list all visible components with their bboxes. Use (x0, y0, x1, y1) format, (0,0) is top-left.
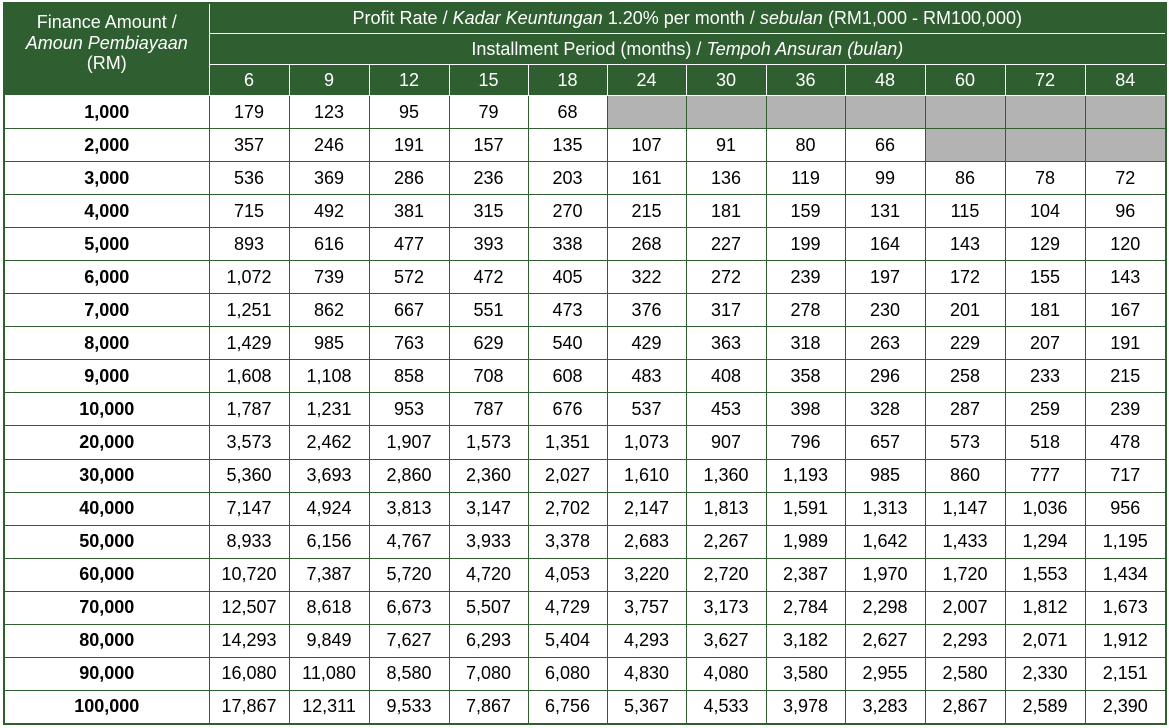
installment-cell: 739 (289, 261, 369, 294)
installment-cell: 369 (289, 162, 369, 195)
installment-cell: 363 (686, 327, 766, 360)
installment-cell: 1,970 (845, 558, 925, 591)
period-header-cell: 30 (686, 65, 766, 96)
installment-cell: 1,073 (607, 426, 686, 459)
empty-cell (1005, 129, 1085, 162)
installment-cell: 3,220 (607, 558, 686, 591)
installment-cell: 120 (1085, 228, 1165, 261)
finance-amount-cell: 60,000 (5, 558, 209, 591)
profit-rate-malay: Kadar Keuntungan (452, 8, 603, 29)
installment-cell: 2,390 (1085, 690, 1165, 723)
installment-cell: 268 (607, 228, 686, 261)
installment-cell: 2,147 (607, 492, 686, 525)
installment-cell: 492 (289, 195, 369, 228)
installment-cell: 155 (1005, 261, 1085, 294)
empty-cell (686, 96, 766, 129)
installment-cell: 107 (607, 129, 686, 162)
installment-cell: 239 (766, 261, 845, 294)
installment-cell: 1,036 (1005, 492, 1085, 525)
installment-cell: 4,533 (686, 690, 766, 723)
installment-cell: 985 (289, 327, 369, 360)
table-row (5, 525, 1165, 558)
installment-cell: 143 (925, 228, 1005, 261)
installment-cell: 3,627 (686, 624, 766, 657)
installment-cell: 3,378 (528, 525, 607, 558)
installment-cell: 2,071 (1005, 624, 1085, 657)
installment-cell: 78 (1005, 162, 1085, 195)
installment-cell: 227 (686, 228, 766, 261)
finance-amount-cell: 40,000 (5, 492, 209, 525)
installment-cell: 181 (1005, 294, 1085, 327)
installment-cell: 858 (369, 360, 449, 393)
empty-cell (766, 96, 845, 129)
table-row (5, 228, 1165, 261)
profit-rate-prefix: Profit Rate / (352, 8, 448, 29)
period-header-cell: 84 (1085, 65, 1165, 96)
table-row (5, 393, 1165, 426)
installment-cell: 197 (845, 261, 925, 294)
period-header-cell: 36 (766, 65, 845, 96)
installment-cell: 167 (1085, 294, 1165, 327)
installment-cell: 787 (449, 393, 528, 426)
installment-cell: 96 (1085, 195, 1165, 228)
installment-cell: 5,720 (369, 558, 449, 591)
installment-cell: 537 (607, 393, 686, 426)
finance-amount-unit: (RM) (86, 53, 127, 74)
installment-cell: 191 (1085, 327, 1165, 360)
installment-cell: 99 (845, 162, 925, 195)
profit-rate-per-month-malay: sebulan (759, 8, 823, 29)
installment-cell: 1,351 (528, 426, 607, 459)
installment-cell: 79 (449, 96, 528, 129)
installment-cell: 2,720 (686, 558, 766, 591)
installment-cell: 667 (369, 294, 449, 327)
installment-cell: 715 (209, 195, 289, 228)
installment-cell: 657 (845, 426, 925, 459)
installment-cell: 1,573 (449, 426, 528, 459)
installment-cell: 2,027 (528, 459, 607, 492)
installment-cell: 1,787 (209, 393, 289, 426)
table-row (5, 624, 1165, 657)
installment-cell: 2,589 (1005, 690, 1085, 723)
installment-cell: 3,757 (607, 591, 686, 624)
installment-cell: 1,989 (766, 525, 845, 558)
installment-cell: 215 (607, 195, 686, 228)
installment-cell: 143 (1085, 261, 1165, 294)
installment-cell: 708 (449, 360, 528, 393)
finance-amount-label: Finance Amount / (36, 12, 177, 32)
installment-cell: 236 (449, 162, 528, 195)
installment-cell: 1,147 (925, 492, 1005, 525)
table-row (5, 261, 1165, 294)
installment-cell: 4,729 (528, 591, 607, 624)
installment-cell: 629 (449, 327, 528, 360)
installment-cell: 3,693 (289, 459, 369, 492)
installment-cell: 7,080 (449, 657, 528, 690)
installment-cell: 68 (528, 96, 607, 129)
installment-cell: 338 (528, 228, 607, 261)
installment-cell: 12,507 (209, 591, 289, 624)
installment-cell: 8,618 (289, 591, 369, 624)
installment-cell: 215 (1085, 360, 1165, 393)
table-row (5, 195, 1165, 228)
period-header-cell: 9 (289, 65, 369, 96)
installment-cell: 8,933 (209, 525, 289, 558)
installment-cell: 91 (686, 129, 766, 162)
installment-cell: 953 (369, 393, 449, 426)
installment-cell: 473 (528, 294, 607, 327)
installment-table (5, 4, 1165, 723)
table-row (5, 459, 1165, 492)
installment-cell: 1,907 (369, 426, 449, 459)
installment-cell: 278 (766, 294, 845, 327)
installment-cell: 477 (369, 228, 449, 261)
installment-cell: 8,580 (369, 657, 449, 690)
installment-cell: 2,267 (686, 525, 766, 558)
installment-cell: 201 (925, 294, 1005, 327)
table-row (5, 129, 1165, 162)
installment-cell: 172 (925, 261, 1005, 294)
installment-cell: 17,867 (209, 690, 289, 723)
installment-cell: 66 (845, 129, 925, 162)
installment-cell: 5,507 (449, 591, 528, 624)
installment-cell: 129 (1005, 228, 1085, 261)
installment-cell: 80 (766, 129, 845, 162)
installment-period-header (209, 34, 1165, 65)
period-header-cell: 18 (528, 65, 607, 96)
installment-period-label-malay: Tempoh Ansuran (bulan) (706, 38, 904, 59)
installment-cell: 2,462 (289, 426, 369, 459)
installment-cell: 860 (925, 459, 1005, 492)
installment-cell: 86 (925, 162, 1005, 195)
installment-cell: 5,360 (209, 459, 289, 492)
installment-cell: 393 (449, 228, 528, 261)
installment-cell: 429 (607, 327, 686, 360)
period-header-cell: 24 (607, 65, 686, 96)
installment-cell: 1,313 (845, 492, 925, 525)
installment-cell: 322 (607, 261, 686, 294)
profit-rate-value: 1.20% per month / (607, 8, 755, 29)
installment-cell: 2,387 (766, 558, 845, 591)
installment-cell: 3,933 (449, 525, 528, 558)
installment-cell: 5,404 (528, 624, 607, 657)
installment-cell: 207 (1005, 327, 1085, 360)
installment-cell: 1,360 (686, 459, 766, 492)
installment-cell: 616 (289, 228, 369, 261)
finance-amount-cell: 100,000 (5, 690, 209, 723)
installment-cell: 115 (925, 195, 1005, 228)
installment-cell: 239 (1085, 393, 1165, 426)
installment-cell: 246 (289, 129, 369, 162)
installment-cell: 6,673 (369, 591, 449, 624)
installment-cell: 6,293 (449, 624, 528, 657)
installment-cell: 4,767 (369, 525, 449, 558)
installment-cell: 2,867 (925, 690, 1005, 723)
installment-cell: 259 (1005, 393, 1085, 426)
installment-cell: 536 (209, 162, 289, 195)
installment-cell: 2,627 (845, 624, 925, 657)
installment-cell: 296 (845, 360, 925, 393)
installment-cell: 9,533 (369, 690, 449, 723)
table-row (5, 558, 1165, 591)
installment-cell: 5,367 (607, 690, 686, 723)
installment-cell: 1,912 (1085, 624, 1165, 657)
installment-cell: 135 (528, 129, 607, 162)
finance-amount-cell: 3,000 (5, 162, 209, 195)
installment-cell: 2,683 (607, 525, 686, 558)
installment-cell: 7,147 (209, 492, 289, 525)
installment-cell: 230 (845, 294, 925, 327)
installment-cell: 2,330 (1005, 657, 1085, 690)
finance-amount-cell: 6,000 (5, 261, 209, 294)
installment-cell: 376 (607, 294, 686, 327)
installment-cell: 3,978 (766, 690, 845, 723)
installment-cell: 472 (449, 261, 528, 294)
installment-cell: 573 (925, 426, 1005, 459)
profit-rate-range: (RM1,000 - RM100,000) (827, 8, 1023, 29)
table-row (5, 327, 1165, 360)
period-header-cell: 60 (925, 65, 1005, 96)
finance-amount-cell: 20,000 (5, 426, 209, 459)
installment-cell: 229 (925, 327, 1005, 360)
installment-cell: 2,293 (925, 624, 1005, 657)
table-row (5, 690, 1165, 723)
empty-cell (1085, 96, 1165, 129)
installment-cell: 233 (1005, 360, 1085, 393)
installment-cell: 11,080 (289, 657, 369, 690)
installment-cell: 287 (925, 393, 1005, 426)
installment-cell: 10,720 (209, 558, 289, 591)
installment-cell: 1,434 (1085, 558, 1165, 591)
installment-cell: 3,182 (766, 624, 845, 657)
installment-cell: 4,720 (449, 558, 528, 591)
installment-cell: 14,293 (209, 624, 289, 657)
installment-cell: 123 (289, 96, 369, 129)
period-header-cell: 12 (369, 65, 449, 96)
period-header-cell: 48 (845, 65, 925, 96)
installment-cell: 286 (369, 162, 449, 195)
installment-period-label: Installment Period (months) / (471, 38, 702, 59)
installment-cell: 3,283 (845, 690, 925, 723)
installment-cell: 95 (369, 96, 449, 129)
installment-cell: 676 (528, 393, 607, 426)
installment-cell: 16,080 (209, 657, 289, 690)
table-row (5, 360, 1165, 393)
installment-cell: 381 (369, 195, 449, 228)
installment-cell: 357 (209, 129, 289, 162)
installment-cell: 1,813 (686, 492, 766, 525)
installment-cell: 398 (766, 393, 845, 426)
installment-table-frame (3, 2, 1167, 725)
installment-cell: 4,830 (607, 657, 686, 690)
installment-cell: 551 (449, 294, 528, 327)
installment-cell: 258 (925, 360, 1005, 393)
table-row (5, 162, 1165, 195)
installment-cell: 4,924 (289, 492, 369, 525)
finance-amount-cell: 2,000 (5, 129, 209, 162)
installment-cell: 2,580 (925, 657, 1005, 690)
installment-cell: 3,573 (209, 426, 289, 459)
installment-cell: 572 (369, 261, 449, 294)
finance-amount-cell: 30,000 (5, 459, 209, 492)
table-row (5, 294, 1165, 327)
installment-cell: 2,007 (925, 591, 1005, 624)
finance-amount-cell: 1,000 (5, 96, 209, 129)
table-row (5, 426, 1165, 459)
installment-cell: 1,720 (925, 558, 1005, 591)
installment-cell: 4,080 (686, 657, 766, 690)
installment-cell: 159 (766, 195, 845, 228)
profit-rate-header (209, 4, 1165, 34)
installment-cell: 157 (449, 129, 528, 162)
finance-amount-cell: 90,000 (5, 657, 209, 690)
finance-amount-cell: 70,000 (5, 591, 209, 624)
installment-cell: 3,173 (686, 591, 766, 624)
installment-cell: 1,193 (766, 459, 845, 492)
installment-cell: 1,108 (289, 360, 369, 393)
installment-cell: 199 (766, 228, 845, 261)
installment-cell: 608 (528, 360, 607, 393)
installment-cell: 72 (1085, 162, 1165, 195)
installment-cell: 270 (528, 195, 607, 228)
installment-cell: 408 (686, 360, 766, 393)
installment-cell: 1,294 (1005, 525, 1085, 558)
installment-cell: 3,147 (449, 492, 528, 525)
installment-cell: 2,298 (845, 591, 925, 624)
installment-cell: 191 (369, 129, 449, 162)
installment-cell: 518 (1005, 426, 1085, 459)
period-header-cell: 15 (449, 65, 528, 96)
installment-cell: 6,756 (528, 690, 607, 723)
installment-cell: 1,812 (1005, 591, 1085, 624)
empty-cell (925, 96, 1005, 129)
installment-cell: 2,151 (1085, 657, 1165, 690)
installment-cell: 7,387 (289, 558, 369, 591)
finance-amount-cell: 8,000 (5, 327, 209, 360)
table-row (5, 96, 1165, 129)
installment-cell: 263 (845, 327, 925, 360)
installment-cell: 1,429 (209, 327, 289, 360)
installment-cell: 181 (686, 195, 766, 228)
installment-cell: 405 (528, 261, 607, 294)
empty-cell (925, 129, 1005, 162)
installment-cell: 453 (686, 393, 766, 426)
finance-amount-cell: 50,000 (5, 525, 209, 558)
installment-cell: 328 (845, 393, 925, 426)
installment-cell: 203 (528, 162, 607, 195)
table-row (5, 591, 1165, 624)
installment-cell: 318 (766, 327, 845, 360)
installment-cell: 540 (528, 327, 607, 360)
table-row (5, 657, 1165, 690)
installment-cell: 12,311 (289, 690, 369, 723)
table-row (5, 492, 1165, 525)
installment-cell: 777 (1005, 459, 1085, 492)
installment-cell: 317 (686, 294, 766, 327)
installment-cell: 3,580 (766, 657, 845, 690)
installment-cell: 2,784 (766, 591, 845, 624)
empty-cell (607, 96, 686, 129)
installment-cell: 131 (845, 195, 925, 228)
period-header-cell: 72 (1005, 65, 1085, 96)
table-body (5, 96, 1165, 724)
finance-amount-header (5, 4, 209, 96)
installment-cell: 7,867 (449, 690, 528, 723)
installment-cell: 164 (845, 228, 925, 261)
installment-cell: 1,591 (766, 492, 845, 525)
installment-cell: 6,156 (289, 525, 369, 558)
installment-cell: 4,293 (607, 624, 686, 657)
installment-cell: 119 (766, 162, 845, 195)
installment-cell: 893 (209, 228, 289, 261)
installment-cell: 6,080 (528, 657, 607, 690)
installment-cell: 956 (1085, 492, 1165, 525)
installment-cell: 9,849 (289, 624, 369, 657)
installment-cell: 1,642 (845, 525, 925, 558)
finance-amount-cell: 9,000 (5, 360, 209, 393)
installment-cell: 1,553 (1005, 558, 1085, 591)
finance-amount-cell: 4,000 (5, 195, 209, 228)
finance-amount-cell: 10,000 (5, 393, 209, 426)
empty-cell (1005, 96, 1085, 129)
installment-cell: 478 (1085, 426, 1165, 459)
installment-cell: 1,433 (925, 525, 1005, 558)
installment-cell: 358 (766, 360, 845, 393)
installment-cell: 2,955 (845, 657, 925, 690)
table-header (5, 4, 1165, 96)
installment-cell: 179 (209, 96, 289, 129)
installment-cell: 1,608 (209, 360, 289, 393)
finance-amount-label-malay: Amoun Pembiayaan (25, 32, 188, 53)
installment-cell: 1,072 (209, 261, 289, 294)
installment-cell: 2,360 (449, 459, 528, 492)
finance-amount-cell: 7,000 (5, 294, 209, 327)
installment-cell: 7,627 (369, 624, 449, 657)
installment-cell: 907 (686, 426, 766, 459)
installment-cell: 862 (289, 294, 369, 327)
installment-cell: 717 (1085, 459, 1165, 492)
installment-cell: 2,702 (528, 492, 607, 525)
installment-cell: 3,813 (369, 492, 449, 525)
installment-cell: 1,251 (209, 294, 289, 327)
installment-cell: 796 (766, 426, 845, 459)
installment-cell: 4,053 (528, 558, 607, 591)
empty-cell (845, 96, 925, 129)
installment-cell: 985 (845, 459, 925, 492)
empty-cell (1085, 129, 1165, 162)
installment-cell: 1,610 (607, 459, 686, 492)
installment-cell: 483 (607, 360, 686, 393)
installment-cell: 272 (686, 261, 766, 294)
installment-cell: 315 (449, 195, 528, 228)
installment-cell: 136 (686, 162, 766, 195)
period-header-cell: 6 (209, 65, 289, 96)
installment-cell: 104 (1005, 195, 1085, 228)
installment-cell: 2,860 (369, 459, 449, 492)
finance-amount-cell: 80,000 (5, 624, 209, 657)
installment-cell: 763 (369, 327, 449, 360)
finance-amount-cell: 5,000 (5, 228, 209, 261)
installment-cell: 1,195 (1085, 525, 1165, 558)
installment-cell: 1,231 (289, 393, 369, 426)
installment-cell: 161 (607, 162, 686, 195)
installment-cell: 1,673 (1085, 591, 1165, 624)
